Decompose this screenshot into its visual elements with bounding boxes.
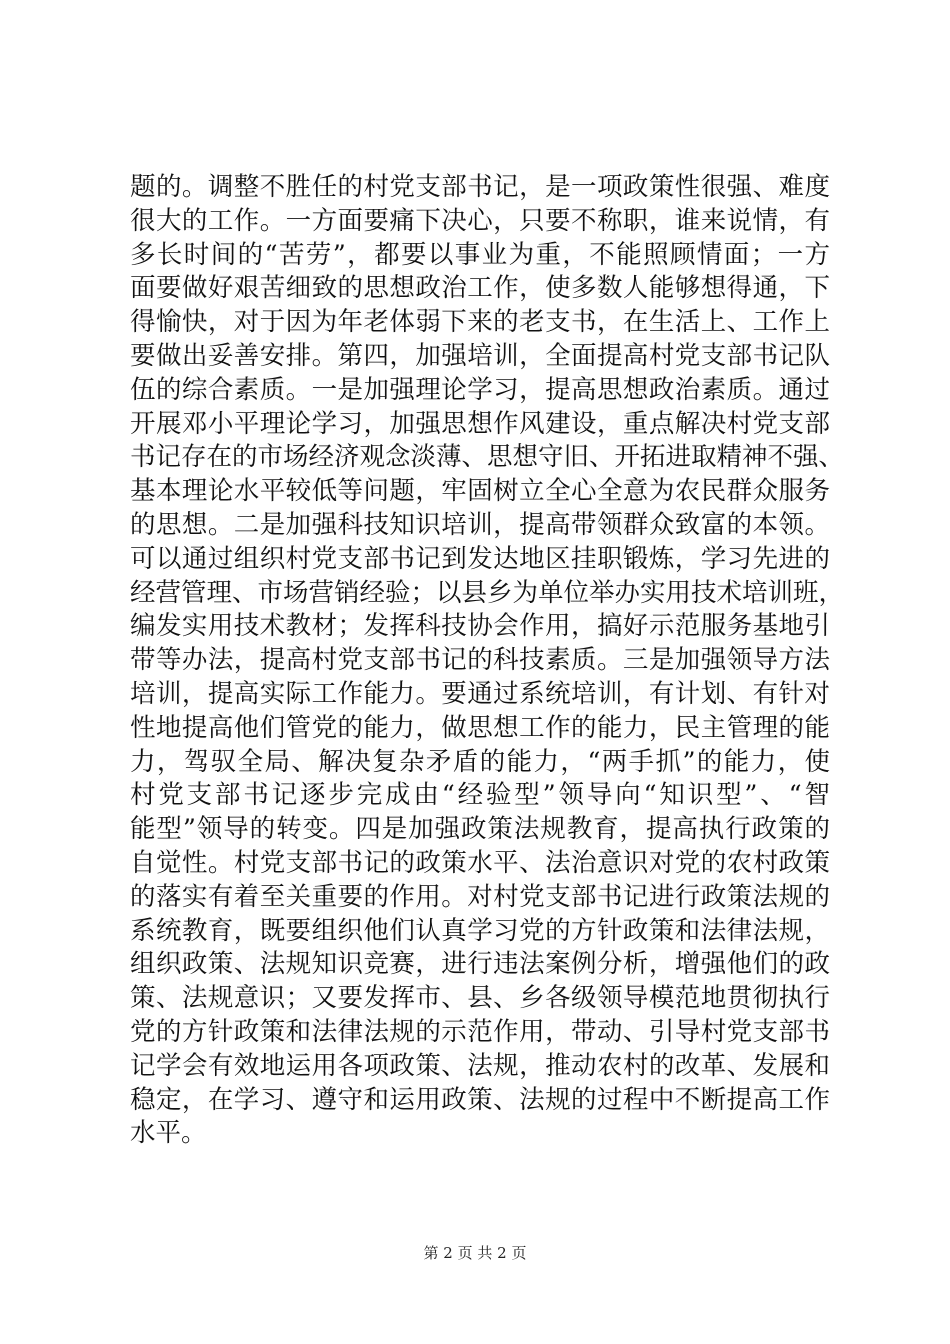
text-line: 基本理论水平较低等问题，牢固树立全心全意为农民群众服务 <box>130 476 830 507</box>
text-line: 的落实有着至关重要的作用。对村党支部书记进行政策法规的 <box>130 881 830 912</box>
text-line: 可以通过组织村党支部书记到发达地区挂职锻炼，学习先进的 <box>130 543 830 574</box>
text-line: 策、法规意识；又要发挥市、县、乡各级领导模范地贯彻执行 <box>130 983 830 1014</box>
text-line: 经营管理、市场营销经验；以县乡为单位举办实用技术培训班， <box>130 577 845 608</box>
text-line: 系统教育，既要组织他们认真学习党的方针政策和法律法规， <box>130 915 830 946</box>
text-line: 培训，提高实际工作能力。要通过系统培训，有计划、有针对 <box>130 678 830 709</box>
text-line: 很大的工作。一方面要痛下决心，只要不称职，谁来说情，有 <box>130 205 830 236</box>
text-line: 自觉性。村党支部书记的政策水平、法治意识对党的农村政策 <box>130 847 830 878</box>
text-line: 记学会有效地运用各项政策、法规，推动农村的改革、发展和 <box>130 1050 830 1081</box>
text-line: 得愉快，对于因为年老体弱下来的老支书，在生活上、工作上 <box>130 307 830 338</box>
text-line: 的思想。二是加强科技知识培训，提高带领群众致富的本领。 <box>130 509 830 540</box>
text-line: 带等办法，提高村党支部书记的科技素质。三是加强领导方法 <box>130 645 830 676</box>
text-line: 伍的综合素质。一是加强理论学习，提高思想政治素质。通过 <box>130 374 830 405</box>
text-line: 题的。调整不胜任的村党支部书记，是一项政策性很强、难度 <box>130 172 830 202</box>
page-footer <box>0 1243 950 1263</box>
text-line: 多长时间的“苦劳”，都要以事业为重，不能照顾情面；一方 <box>130 239 830 270</box>
text-line: 稳定，在学习、遵守和运用政策、法规的过程中不断提高工作 <box>130 1084 830 1115</box>
text-line: 性地提高他们管党的能力，做思想工作的能力，民主管理的能 <box>130 712 830 743</box>
text-line: 能型”领导的转变。四是加强政策法规教育，提高执行政策的 <box>130 814 830 845</box>
text-line: 组织政策、法规知识竞赛，进行违法案例分析，增强他们的政 <box>130 949 830 980</box>
body-text <box>130 171 845 1151</box>
text-line: 水平。 <box>130 1118 207 1149</box>
page-number-label: 第 2 页 共 2 页 <box>423 1244 527 1262</box>
text-line: 编发实用技术教材；发挥科技协会作用，搞好示范服务基地引 <box>130 611 830 642</box>
text-line: 开展邓小平理论学习，加强思想作风建设，重点解决村党支部 <box>130 408 830 439</box>
text-line: 书记存在的市场经济观念淡薄、思想守旧、开拓进取精神不强、 <box>130 442 845 473</box>
text-line: 力，驾驭全局、解决复杂矛盾的能力，“两手抓”的能力，使 <box>130 746 830 777</box>
text-line: 面要做好艰苦细致的思想政治工作，使多数人能够想得通，下 <box>130 273 830 304</box>
text-line: 要做出妥善安排。第四，加强培训，全面提高村党支部书记队 <box>130 340 830 371</box>
text-line: 党的方针政策和法律法规的示范作用，带动、引导村党支部书 <box>130 1016 830 1047</box>
text-line: 村党支部书记逐步完成由“经验型”领导向“知识型”、“智 <box>130 780 830 811</box>
